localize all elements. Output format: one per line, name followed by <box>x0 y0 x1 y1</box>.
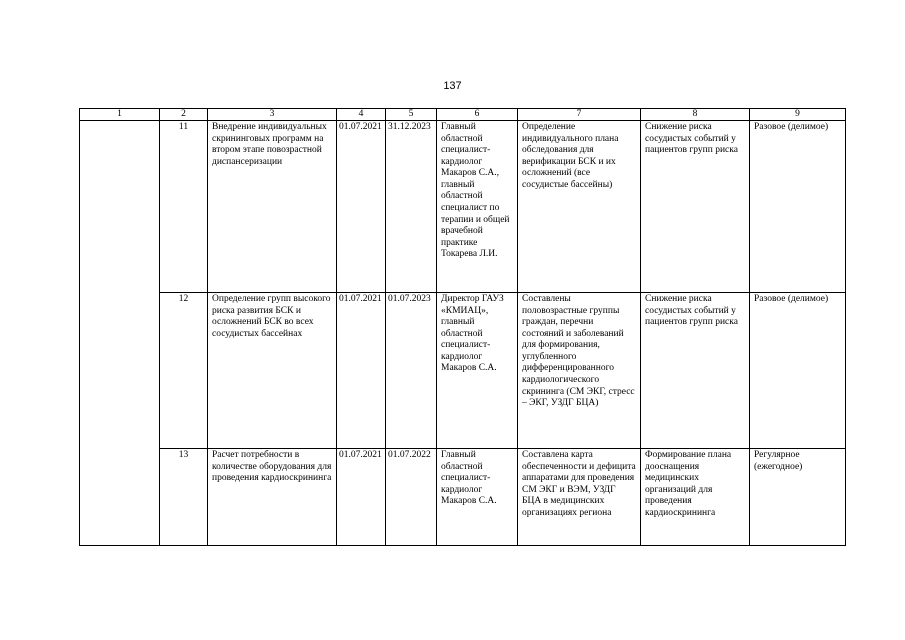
column-number: 6 <box>437 109 518 121</box>
table-row <box>80 449 846 546</box>
plan-table <box>79 108 846 546</box>
column-number: 2 <box>160 109 208 121</box>
end-date: 31.12.2023 <box>386 121 437 293</box>
column-number: 7 <box>518 109 641 121</box>
activity-type: Разовое (делимое) <box>750 293 846 449</box>
end-date: 01.07.2023 <box>386 293 437 449</box>
expected-result: Определение индивидуального плана обследования для верификации БСК и их осложнений (все сосудистые бассейны) <box>518 121 641 293</box>
page-number: 137 <box>443 80 462 92</box>
expected-result: Составлены половозрастные группы граждан, перечни состояний и заболеваний для формирования, углубленного дифференцированного кардиологического скрининга (СМ ЭКГ, стресс – ЭКГ, УЗДГ БЦА) <box>518 293 641 449</box>
activity-name: Расчет потребности в количестве оборудования для проведения кардиоскрининга <box>208 449 337 546</box>
expected-effect: Снижение риска сосудистых событий у пациентов групп риска <box>641 121 750 293</box>
column-number: 1 <box>80 109 160 121</box>
table-row <box>80 121 846 293</box>
row-number: 11 <box>160 121 208 293</box>
start-date: 01.07.2021 <box>337 121 386 293</box>
start-date: 01.07.2021 <box>337 449 386 546</box>
activity-type: Разовое (делимое) <box>750 121 846 293</box>
activity-name: Внедрение индивидуальных скрининговых программ на втором этапе повозрастной диспансеризации <box>208 121 337 293</box>
table-row <box>80 293 846 449</box>
row-number: 12 <box>160 293 208 449</box>
activity-name: Определение групп высокого риска развития БСК и осложнений БСК во всех сосудистых бассейнах <box>208 293 337 449</box>
expected-effect: Формирование плана дооснащения медицинских организаций для проведения кардиоскрининга <box>641 449 750 546</box>
column-number: 9 <box>750 109 846 121</box>
expected-result: Составлена карта обеспеченности и дефицита аппаратами для проведения СМ ЭКГ и ВЭМ, УЗДГ БЦА в медицинских организациях региона <box>518 449 641 546</box>
responsible-person: Главный областной специалист-кардиолог Макаров С.А., главный областной специалист по терапии и общей врачебной практике Токарева Л.И. <box>437 121 518 293</box>
column-number: 3 <box>208 109 337 121</box>
end-date: 01.07.2022 <box>386 449 437 546</box>
column-number: 4 <box>337 109 386 121</box>
responsible-person: Главный областной специалист-кардиолог Макаров С.А. <box>437 449 518 546</box>
responsible-person: Директор ГАУЗ «КМИАЦ», главный областной специалист-кардиолог Макаров С.А. <box>437 293 518 449</box>
column-number-row <box>80 109 846 121</box>
row-number: 13 <box>160 449 208 546</box>
start-date: 01.07.2021 <box>337 293 386 449</box>
activity-type: Регулярное (ежегодное) <box>750 449 846 546</box>
column-number: 8 <box>641 109 750 121</box>
merged-first-column-cell <box>80 121 160 546</box>
column-number: 5 <box>386 109 437 121</box>
expected-effect: Снижение риска сосудистых событий у пациентов групп риска <box>641 293 750 449</box>
